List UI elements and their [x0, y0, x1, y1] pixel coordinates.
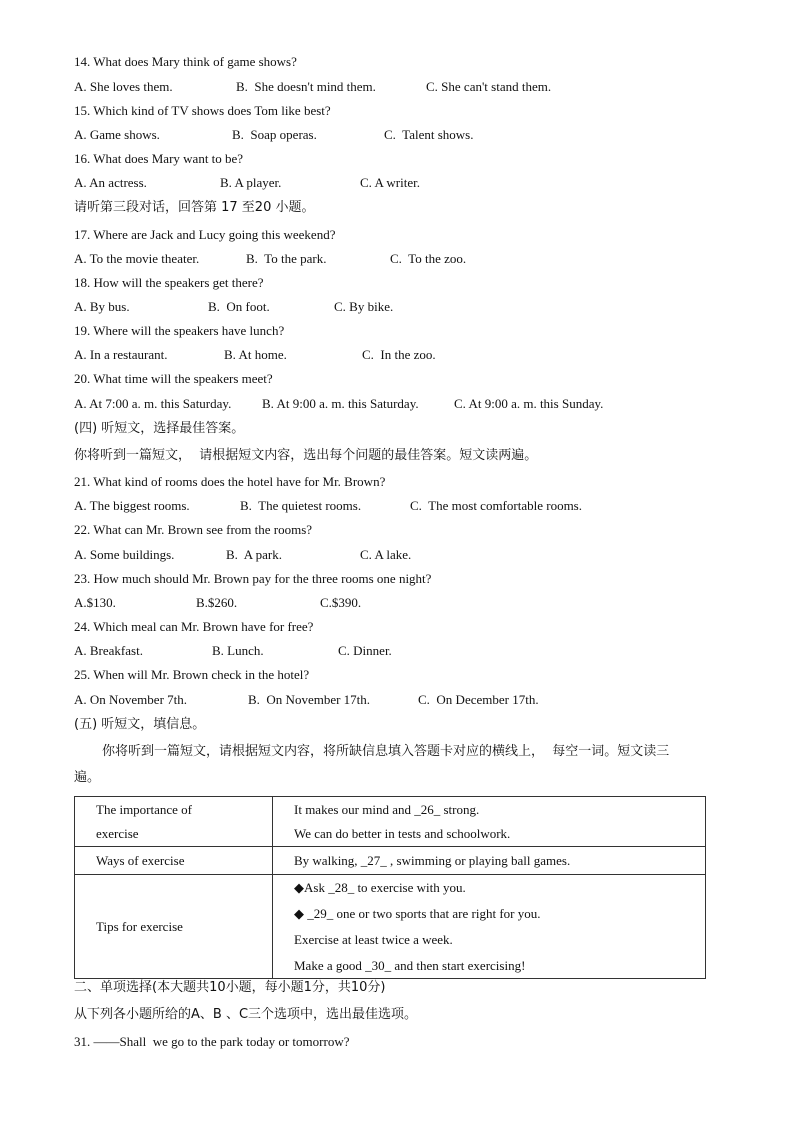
- q19-option-a: A. In a restaurant.: [74, 347, 168, 362]
- question-19: 19. Where will the speakers have lunch?: [74, 323, 285, 338]
- section-5-title: (五) 听短文，填信息。: [74, 717, 206, 732]
- section-4-title: (四) 听短文，选择最佳答案。: [74, 421, 245, 436]
- q15-option-c: C. Talent shows.: [384, 127, 474, 142]
- importance-value-line1: It makes our mind and _26_ strong.: [294, 801, 480, 817]
- question-18: 18. How will the speakers get there?: [74, 275, 264, 290]
- table-row: [75, 847, 706, 875]
- table-row: [75, 875, 706, 979]
- question-31: 31. ——Shall we go to the park today or tomorrow?: [74, 1034, 350, 1049]
- q23-option-a: A.$130.: [74, 595, 116, 610]
- q16-option-b: B. A player.: [220, 175, 282, 190]
- q24-option-c: C. Dinner.: [338, 643, 392, 658]
- q25-option-b: B. On November 17th.: [248, 692, 371, 707]
- q17-option-a: A. To the movie theater.: [74, 251, 200, 266]
- q22-option-b: B. A park.: [226, 547, 282, 562]
- exercise-info-table: [74, 796, 706, 979]
- importance-value-line2: We can do better in tests and schoolwork.: [294, 825, 511, 841]
- q23-option-b: B.$260.: [196, 595, 238, 610]
- tips-value-line2: ◆ _29_ one or two sports that are right for you.: [294, 905, 541, 921]
- table-cell-value: [273, 875, 706, 979]
- q20-option-b: B. At 9:00 a. m. this Saturday.: [262, 396, 419, 411]
- q14-option-a: A. She loves them.: [74, 79, 173, 94]
- question-16: 16. What does Mary want to be?: [74, 151, 244, 166]
- q21-option-a: A. The biggest rooms.: [74, 498, 190, 513]
- q18-option-b: B. On foot.: [208, 299, 270, 314]
- question-22: 22. What can Mr. Brown see from the rooms?: [74, 522, 313, 537]
- q19-option-c: C. In the zoo.: [362, 347, 436, 362]
- part3-instruction: 请听第三段对话，回答第 17 至20 小题。: [74, 200, 315, 215]
- part-2-instruction: 从下列各小题所给的A、B 、C三个选项中，选出最佳选项。: [74, 1007, 418, 1022]
- q18-option-a: A. By bus.: [74, 299, 130, 314]
- q17-option-c: C. To the zoo.: [390, 251, 467, 266]
- importance-label-line2: exercise: [96, 825, 139, 841]
- question-20: 20. What time will the speakers meet?: [74, 371, 273, 386]
- question-24: 24. Which meal can Mr. Brown have for free?: [74, 619, 314, 634]
- q16-option-c: C. A writer.: [360, 175, 420, 190]
- tips-value-line1: ◆Ask _28_ to exercise with you.: [294, 879, 466, 895]
- q15-option-b: B. Soap operas.: [232, 127, 317, 142]
- q14-option-b: B. She doesn't mind them.: [236, 79, 376, 94]
- table-cell-label: [75, 797, 273, 847]
- q21-option-b: B. The quietest rooms.: [240, 498, 362, 513]
- q24-option-a: A. Breakfast.: [74, 643, 143, 658]
- tips-value-line4: Make a good _30_ and then start exercising!: [294, 957, 526, 973]
- q20-option-a: A. At 7:00 a. m. this Saturday.: [74, 396, 232, 411]
- q22-option-c: C. A lake.: [360, 547, 412, 562]
- tips-label: Tips for exercise: [75, 875, 273, 979]
- section-5-instruction: 你将听到一篇短文，请根据短文内容，将所缺信息填入答题卡对应的横线上， 每空一词。短文读三: [102, 744, 670, 759]
- q24-option-b: B. Lunch.: [212, 643, 264, 658]
- question-25: 25. When will Mr. Brown check in the hotel?: [74, 667, 310, 682]
- part-2-title: 二、单项选择(本大题共10小题，每小题1分，共10分): [74, 980, 386, 995]
- question-21: 21. What kind of rooms does the hotel have for Mr. Brown?: [74, 474, 386, 489]
- question-17: 17. Where are Jack and Lucy going this weekend?: [74, 227, 336, 242]
- table-row: [75, 797, 706, 847]
- section-5-instruction-cont: 遍。: [74, 770, 101, 785]
- q21-option-c: C. The most comfortable rooms.: [410, 498, 582, 513]
- q20-option-c: C. At 9:00 a. m. this Sunday.: [454, 396, 604, 411]
- section-4-instruction: 你将听到一篇短文， 请根据短文内容，选出每个问题的最佳答案。短文读两遍。: [74, 448, 538, 463]
- q15-option-a: A. Game shows.: [74, 127, 160, 142]
- ways-value: By walking, _27_ , swimming or playing ball games.: [273, 847, 706, 875]
- q25-option-a: A. On November 7th.: [74, 692, 188, 707]
- q17-option-b: B. To the park.: [246, 251, 327, 266]
- question-15: 15. Which kind of TV shows does Tom like best?: [74, 103, 331, 118]
- q22-option-a: A. Some buildings.: [74, 547, 175, 562]
- table-cell-value: [273, 797, 706, 847]
- importance-label-line1: The importance of: [96, 801, 193, 817]
- q25-option-c: C. On December 17th.: [418, 692, 539, 707]
- q19-option-b: B. At home.: [224, 347, 287, 362]
- q23-option-c: C.$390.: [320, 595, 362, 610]
- ways-label: Ways of exercise: [75, 847, 273, 875]
- question-23: 23. How much should Mr. Brown pay for the three rooms one night?: [74, 571, 432, 586]
- tips-value-line3: Exercise at least twice a week.: [294, 931, 453, 947]
- question-14: 14. What does Mary think of game shows?: [74, 54, 297, 69]
- q18-option-c: C. By bike.: [334, 299, 394, 314]
- q14-option-c: C. She can't stand them.: [426, 79, 552, 94]
- q16-option-a: A. An actress.: [74, 175, 147, 190]
